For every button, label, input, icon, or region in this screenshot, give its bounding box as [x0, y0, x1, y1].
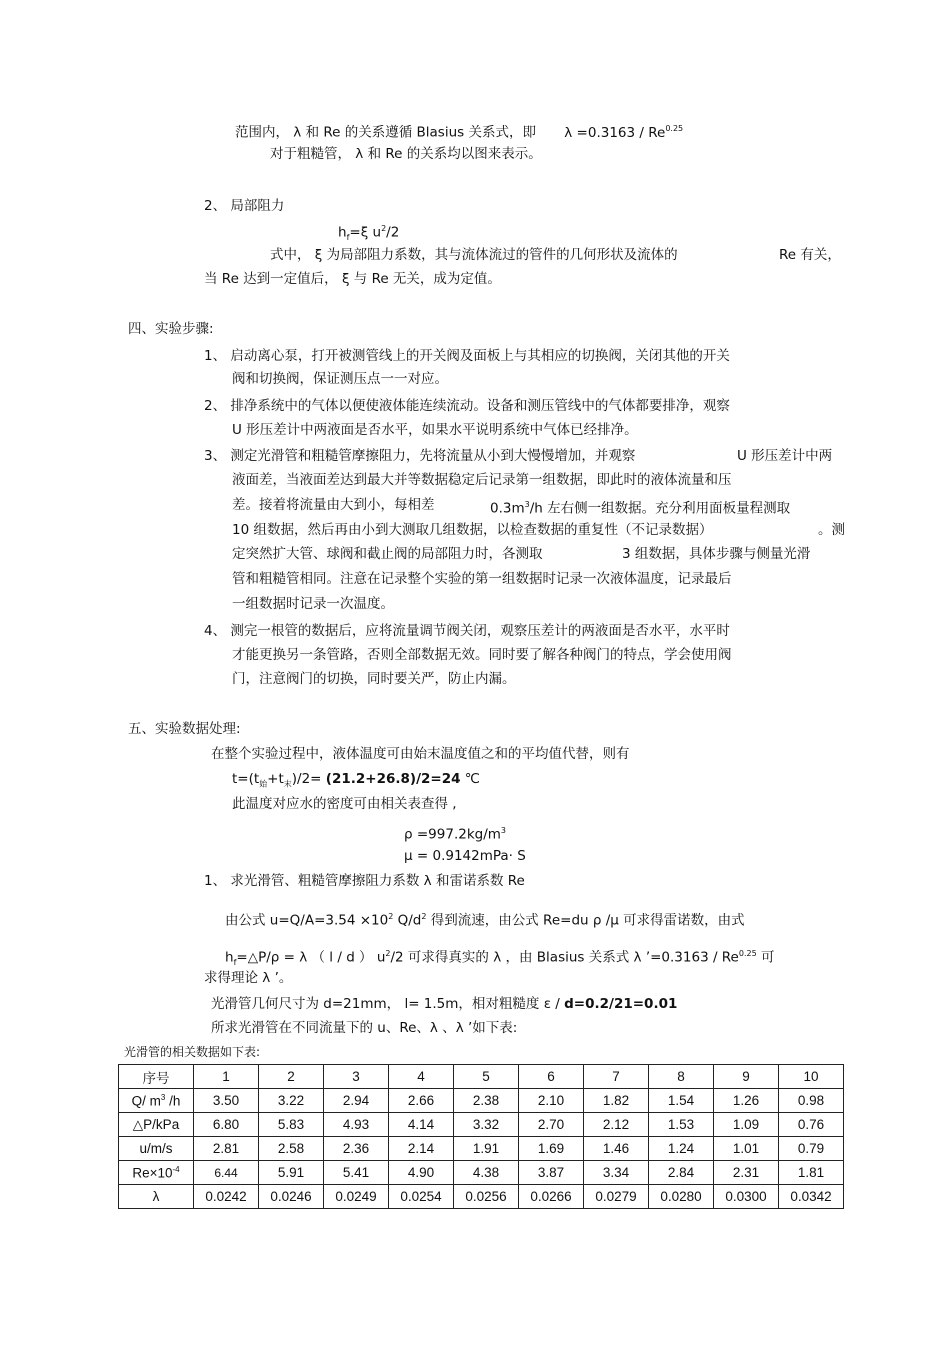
t-value: (21.2+26.8)/2=24: [325, 771, 461, 787]
rho-text: ρ =997.2kg/m: [404, 826, 501, 843]
cell: 0.0280: [649, 1185, 714, 1209]
cell: 2.14: [389, 1137, 454, 1161]
cell: 0.0342: [779, 1185, 844, 1209]
cell: 3.32: [454, 1113, 519, 1137]
f1c: Q/d: [393, 912, 422, 929]
cell: 4.93: [324, 1113, 389, 1137]
q-unit: /h: [165, 1093, 181, 1109]
eq-h: h: [338, 224, 347, 241]
density-intro: 此温度对应水的密度可由相关表查得 ,: [232, 796, 457, 812]
temperature-intro: 在整个实验过程中，液体温度可由始末温度值之和的平均值代替，则有: [211, 746, 630, 762]
rho-exp: 3: [500, 826, 506, 835]
f2c: =△P/ρ = λ （ l / d ） u: [236, 949, 386, 966]
cell: 2.84: [649, 1161, 714, 1185]
cell: 2: [259, 1065, 324, 1089]
cell: 4.38: [454, 1161, 519, 1185]
cell: 2.36: [324, 1137, 389, 1161]
cell: 5.83: [259, 1113, 324, 1137]
cell: 5: [454, 1065, 519, 1089]
viscosity-value: μ = 0.9142mPa· S: [404, 848, 526, 864]
cell: 4.14: [389, 1113, 454, 1137]
blasius-equation: λ =0.3163 / Re: [564, 124, 666, 141]
local-resistance-equation: [338, 220, 399, 247]
step4-line3: 门，注意阀门的切换，同时要关严，防止内漏。: [232, 671, 516, 687]
flow-step-rest: /h 左右侧一组数据。充分利用面板量程测取: [529, 500, 791, 517]
re-exp: -4: [172, 1164, 180, 1174]
f2b: f: [233, 958, 237, 968]
f1a: 由公式 u=Q/A=3.54 ×10: [225, 912, 389, 929]
task1-heading: 1、 求光滑管、粗糙管摩擦阻力系数 λ 和雷诺系数 Re: [204, 873, 525, 889]
cell: 0.0300: [714, 1185, 779, 1209]
cell: 1.53: [649, 1113, 714, 1137]
table-row-re: [119, 1161, 844, 1185]
cell: 1.82: [584, 1089, 649, 1113]
cell: 5.91: [259, 1161, 324, 1185]
cell: 0.0256: [454, 1185, 519, 1209]
t-unit: ℃: [460, 771, 480, 787]
friction-formula: [225, 945, 774, 972]
step3-line3a: 差。接着将流量由大到小，每相差: [232, 497, 435, 513]
cell: 9: [714, 1065, 779, 1089]
cell: 2.58: [259, 1137, 324, 1161]
row-header-seq: 序号: [119, 1065, 194, 1089]
cell: 8: [649, 1065, 714, 1089]
local-desc-line1a: 式中， ξ 为局部阻力系数，其与流体流过的管件的几何形状及流体的: [270, 247, 678, 263]
f1e: 得到流速，由公式 Re=du ρ /μ 可求得雷诺数，由式: [426, 912, 745, 929]
step3-line3b: [490, 496, 790, 518]
row-header-u: u/m/s: [119, 1137, 194, 1161]
geometry-line: [211, 995, 677, 1013]
q-label: Q/ m: [131, 1093, 161, 1109]
cell: 0.0242: [194, 1185, 259, 1209]
cell: 1.01: [714, 1137, 779, 1161]
cell: 2.38: [454, 1089, 519, 1113]
row-header-dp: △P/kPa: [119, 1113, 194, 1137]
table-intro: 所求光滑管在不同流量下的 u、Re、λ 、λ ’如下表:: [211, 1020, 518, 1036]
velocity-formula: [225, 908, 745, 930]
flow-step-exp: 3: [524, 500, 530, 509]
cell: 1.91: [454, 1137, 519, 1161]
q-exp: 3: [160, 1092, 166, 1102]
t-start: t=(t: [232, 771, 260, 787]
cell: 6: [519, 1065, 584, 1089]
cell: 2.70: [519, 1113, 584, 1137]
cell: 1.26: [714, 1089, 779, 1113]
cell: 1.54: [649, 1089, 714, 1113]
step4-line2: 才能更换另一条管路，否则全部数据无效。同时要了解各种阀门的特点，学会使用阀: [232, 647, 732, 663]
eq-end: /2: [386, 224, 400, 241]
cell: 0.79: [779, 1137, 844, 1161]
cell: 10: [779, 1065, 844, 1089]
local-resistance-heading: 2、 局部阻力: [204, 198, 285, 214]
cell: 0.0266: [519, 1185, 584, 1209]
table-row-dp: [119, 1113, 844, 1137]
table-row-u: [119, 1137, 844, 1161]
flow-step: 0.3m: [490, 500, 525, 517]
cell: 3.87: [519, 1161, 584, 1185]
cell: 1: [194, 1065, 259, 1089]
step3-line5a: 定突然扩大管、球阀和截止阀的局部阻力时，各测取: [232, 546, 543, 562]
cell: 1.46: [584, 1137, 649, 1161]
cell: 3.50: [194, 1089, 259, 1113]
cell: 5.41: [324, 1161, 389, 1185]
temperature-equation: [232, 770, 480, 794]
f1b: 2: [388, 912, 394, 921]
eq-mid: =ξ u: [349, 224, 382, 241]
cell: 2.31: [714, 1161, 779, 1185]
cell: 3.34: [584, 1161, 649, 1185]
cell: 1.09: [714, 1113, 779, 1137]
geometry-text: 光滑管几何尺寸为 d=21mm， l= 1.5m，相对粗糙度 ε /: [211, 996, 565, 1012]
cell: 3: [324, 1065, 389, 1089]
local-desc-line2: 当 Re 达到一定值后， ξ 与 Re 无关，成为定值。: [204, 271, 501, 287]
step2-line1: 2、 排净系统中的气体以便使液体能连续流动。设备和测压管线中的气体都要排净，观察: [204, 398, 730, 414]
f2f: 0.25: [738, 949, 757, 958]
cell: 2.81: [194, 1137, 259, 1161]
cell: 4: [389, 1065, 454, 1089]
re-label: Re×10: [132, 1165, 173, 1181]
t-end-sub: 末: [283, 779, 292, 789]
relative-roughness: d=0.2/21=0.01: [564, 996, 678, 1012]
cell: 1.81: [779, 1161, 844, 1185]
cell: 1.69: [519, 1137, 584, 1161]
cell: 0.0249: [324, 1185, 389, 1209]
cell: 2.10: [519, 1089, 584, 1113]
steps-heading: 四、实验步骤:: [128, 321, 214, 337]
smooth-pipe-table: [118, 1064, 844, 1209]
cell: 6.80: [194, 1113, 259, 1137]
range-text: 范围内， λ 和 Re 的关系遵循 Blasius 关系式，即: [235, 124, 536, 141]
step1-line1: 1、 启动离心泵，打开被测管线上的开关阀及面板上与其相应的切换阀，关闭其他的开关: [204, 348, 730, 364]
cell: 0.0279: [584, 1185, 649, 1209]
cell: 2.94: [324, 1089, 389, 1113]
blasius-range-line: [235, 120, 683, 142]
cell: 2.12: [584, 1113, 649, 1137]
rough-pipe-line: 对于粗糙管， λ 和 Re 的关系均以图来表示。: [270, 146, 542, 162]
f2d: 2: [385, 949, 391, 958]
cell: 0.98: [779, 1089, 844, 1113]
eq-f-sub: f: [346, 233, 350, 243]
cell: 2.66: [389, 1089, 454, 1113]
step4-line1: 4、 测完一根管的数据后，应将流量调节阀关闭，观察压差计的两液面是否水平，水平时: [204, 623, 730, 639]
cell: 3.22: [259, 1089, 324, 1113]
f2g: 可: [756, 949, 775, 966]
density-value: [404, 822, 506, 844]
theory-lambda-line: 求得理论 λ ’。: [204, 970, 293, 986]
cell: 1.24: [649, 1137, 714, 1161]
cell: 6.44: [194, 1161, 259, 1185]
step3-line2: 液面差，当液面差达到最大并等数据稳定后记录第一组数据，即此时的液体流量和压: [232, 472, 732, 488]
row-header-re: [119, 1161, 194, 1185]
local-desc-line1b: Re 有关，: [779, 247, 841, 263]
step3-line1a: 3、 测定光滑管和粗糙管摩擦阻力，先将流量从小到大慢慢增加，并观察: [204, 448, 636, 464]
cell: 0.76: [779, 1113, 844, 1137]
step2-line2: U 形压差计中两液面是否水平，如果水平说明系统中气体已经排净。: [232, 422, 638, 438]
data-processing-heading: 五、实验数据处理:: [128, 721, 241, 737]
table-row-seq: [119, 1065, 844, 1089]
step3-line6: 管和粗糙管相同。注意在记录整个实验的第一组数据时记录一次液体温度，记录最后: [232, 571, 732, 587]
step3-line1b: U 形压差计中两: [737, 448, 833, 464]
table-row-q: [119, 1089, 844, 1113]
row-header-lambda: λ: [119, 1185, 194, 1209]
cell: 7: [584, 1065, 649, 1089]
step1-line2: 阀和切换阀，保证测压点一一对应。: [232, 371, 448, 387]
step3-line4a: 10 组数据，然后再由小到大测取几组数据，以检查数据的重复性（不记录数据）: [232, 522, 713, 538]
row-header-q: [119, 1089, 194, 1113]
cell: 0.0254: [389, 1185, 454, 1209]
t-plus: +t: [267, 771, 284, 787]
t-begin-sub: 始: [259, 779, 268, 789]
table-caption: 光滑管的相关数据如下表:: [124, 1045, 261, 1059]
eq-square: 2: [381, 224, 387, 233]
t-div: )/2=: [291, 771, 322, 787]
f2a: h: [225, 949, 234, 966]
blasius-exponent: 0.25: [665, 124, 684, 133]
f1d: 2: [421, 912, 427, 921]
table-row-lambda: [119, 1185, 844, 1209]
cell: 0.0246: [259, 1185, 324, 1209]
cell: 4.90: [389, 1161, 454, 1185]
step3-line7: 一组数据时记录一次温度。: [232, 596, 394, 612]
step3-line5b: 3 组数据，具体步骤与侧量光滑: [622, 546, 811, 562]
f2e: /2 可求得真实的 λ ，由 Blasius 关系式 λ ’=0.3163 / Re: [390, 949, 739, 966]
step3-line4b: 。测: [818, 522, 845, 538]
